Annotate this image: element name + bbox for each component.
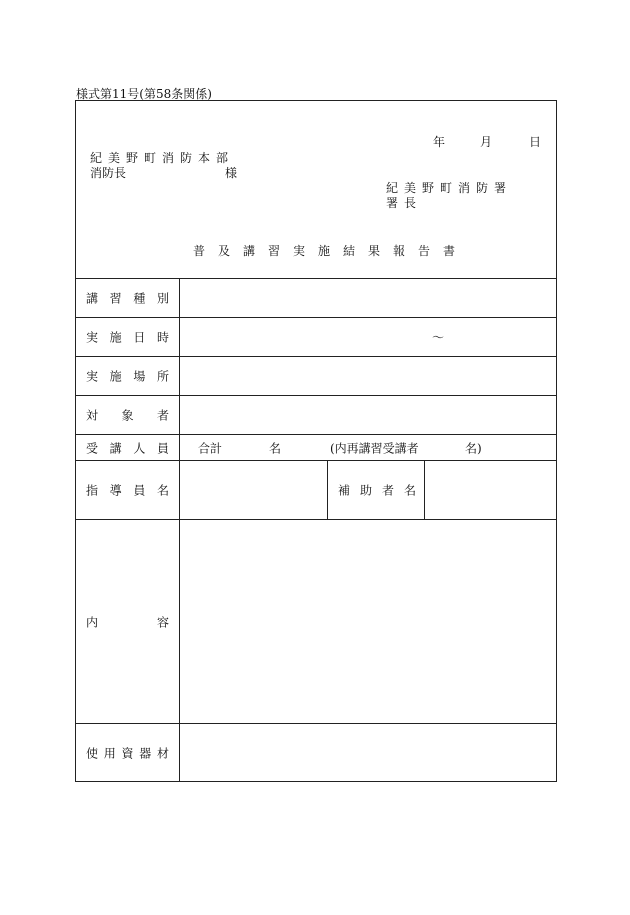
datetime-tilde: 〜 — [432, 330, 445, 345]
attendees-unit: 名 — [269, 441, 282, 455]
sender-org: 紀美野町消防署 — [386, 181, 513, 195]
datetime-label: 実 施 日 時 — [76, 318, 180, 356]
place-label: 実 施 場 所 — [76, 357, 180, 395]
row-content — [76, 520, 556, 724]
sender-title: 署長 — [386, 196, 423, 210]
content-label: 内 容 — [76, 520, 180, 723]
instructor-field[interactable] — [181, 461, 327, 519]
year-label: 年 — [433, 135, 446, 149]
recipient-title: 消防長 — [90, 166, 127, 180]
datetime-field[interactable] — [181, 318, 556, 356]
assistant-field[interactable] — [426, 461, 556, 519]
form-header — [76, 101, 556, 279]
content-field[interactable] — [181, 520, 556, 723]
row-course-type — [76, 279, 556, 318]
place-field[interactable] — [181, 357, 556, 395]
course-type-label: 講 習 種 別 — [76, 279, 180, 317]
month-label: 月 — [480, 135, 493, 149]
day-label: 日 — [529, 135, 542, 149]
target-field[interactable] — [181, 396, 556, 434]
row-datetime — [76, 318, 556, 357]
document-title: 普及講習実施結果報告書 — [193, 244, 469, 258]
course-type-field[interactable] — [181, 279, 556, 317]
recipient-org: 紀美野町消防本部 — [90, 151, 235, 165]
target-label: 対 象 者 — [76, 396, 180, 434]
retrainee-unit: 名) — [465, 441, 482, 455]
row-equipment — [76, 724, 556, 781]
attendees-total-label: 合計 — [198, 441, 223, 455]
report-form — [75, 100, 557, 782]
recipient-honorific: 様 — [225, 166, 238, 180]
equipment-label: 使 用 資 器 材 — [76, 724, 180, 781]
form-number: 様式第11号(第58条関係) — [76, 87, 212, 101]
instructor-label: 指 導 員 名 — [76, 461, 180, 519]
row-instructor — [76, 461, 556, 520]
row-place — [76, 357, 556, 396]
retrainee-label: (内再講習受講者 — [330, 441, 419, 455]
assistant-label: 補 助 者 名 — [328, 461, 425, 519]
attendees-label: 受 講 人 員 — [76, 435, 180, 460]
row-attendees — [76, 435, 556, 461]
equipment-field[interactable] — [181, 724, 556, 781]
row-target — [76, 396, 556, 435]
